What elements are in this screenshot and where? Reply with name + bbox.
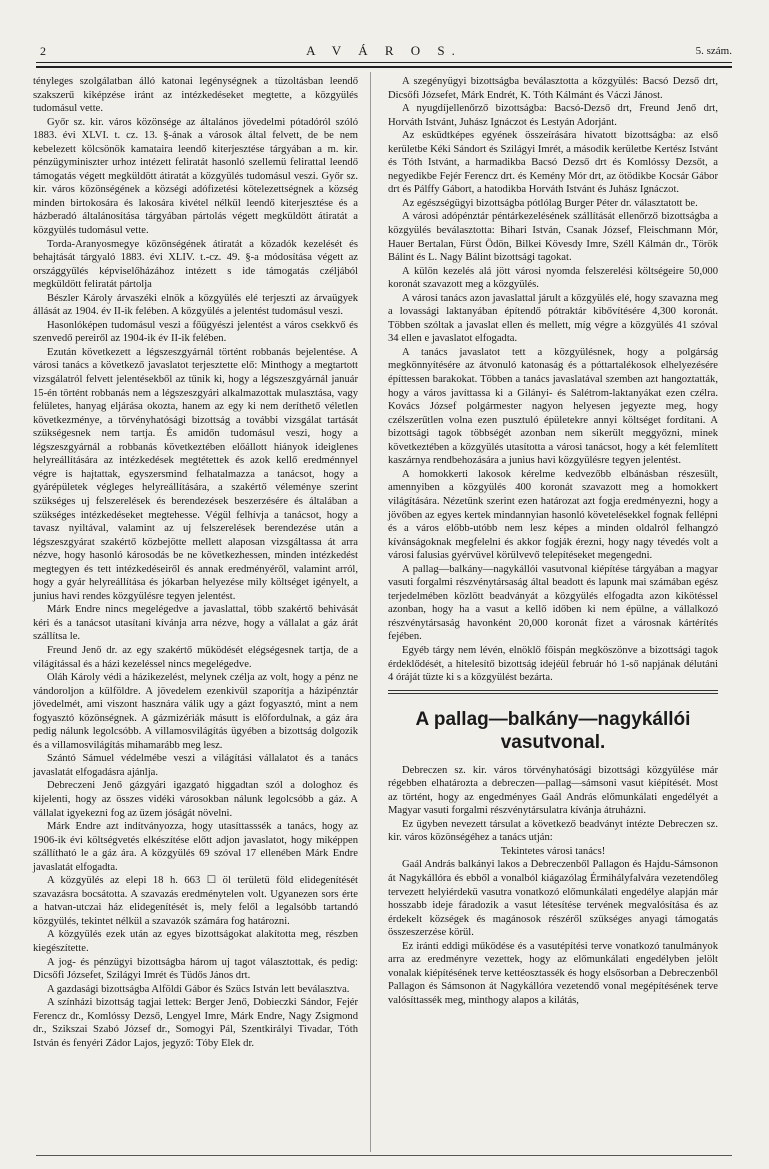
paragraph: A külön kezelés alá jött városi nyomda felszerelési költségeire 50,000 koronát szavazott meg a közgyülés.: [388, 265, 718, 291]
issue-number: 5. szám.: [695, 45, 732, 57]
paragraph: A nyugdíjellenőrző bizottságba: Bacsó-Dezső drt, Freund Jenő drt, Horváth Istvánt, Juhász Ignáczot és Lestyán Adorjánt.: [388, 103, 718, 128]
paragraph: Hasonlóképen tudomásul veszi a főügyészi jelentést a város csekkvő és szenvedő pereiről az 1904-ik év II-ik felében.: [33, 319, 358, 345]
footer-rule: [36, 1155, 732, 1156]
article-heading: A pallag—balkány—nagykállói vasutvonal.: [415, 708, 691, 753]
article-paragraph: Ez iránti eddigi működése és a vasutépítési terve vonatkozó tanulmányok arra az eredményre vezettek, hogy az előmunkálati engedélyben jelölt vonalak kiépítésének terve kettéosztassék és hogy elsősorban a Debreczenből Pallagon és Sámsonon át Nagykállóra vezetendő vonal megépítésének terve valósíttassék meg, minthogy alapos a kilátás,: [388, 940, 718, 1006]
left-column: [33, 75, 358, 1050]
paragraph: A gazdasági bizottságba Alföldi Gábor és Szücs István lett beválasztva.: [47, 983, 350, 995]
paragraph: A szegényügyi bizottságba beválasztotta a közgyülés: Bacsó Dezső drt, Dicsőfi Józsefet, Márk Endrét, K. Tóth Kálmánt és Váczi Jánost.: [388, 76, 718, 101]
page-header: [36, 44, 732, 60]
paragraph: A városi tanács azon javaslattal járult a közgyülés elé, hogy szavazna meg a lovassági laktanyában építendő pótraktár kibővítésére 4,300 koronát. Többen szóltak a javaslat ellen és mellett, míg végre a közgyülés 41 szóval 34 ellen e javaslatot elfogadta.: [388, 292, 718, 345]
article-paragraph: Debreczen sz. kir. város törvényhatósági bizottsági közgyülése már régebben elhatározta a debreczen—pallag—sámsoni vasut kiépítését. Most az történt, hogy az engedményes Gaál András előmunkálati engedélyét a Magyar vasuti forgalmi részvénytársulatra kívánja átruházni.: [388, 764, 718, 817]
paragraph: A színházi bizottság tagjai lettek: Berger Jenő, Dobieczki Sándor, Fejér Ferencz dr., Komlóssy Dezső, Lengyel Imre, Márk Endre, Nagy Zsigmond dr., Szikszai Szabó József dr., Somogyi Pál, Szentkirályi Tivadar, Tóth István és fenyéri Zádor Lajos, jegyző: Tóby Elek dr.: [33, 997, 358, 1049]
paragraph: Az egészségügyi bizottságba pótlólag Burger Péter dr. választatott be.: [402, 197, 698, 209]
paragraph: A városi adópénztár péntárkezelésének szállítását ellenőrző bizottságba a közgyülés beválasztotta: Bihari István, Csanak József, Fleischmann Mór, Hauer Bertalan, Fürst Ödön, Bilkei Kövesdy Imre, Széll Kálmán dr., Török Bálint és L. Nagy Bálint bizottsági tagokat.: [388, 211, 718, 264]
paragraph: A közgyülés az elepi 18 h. 663 ☐ öl területü föld elidegenítését szavazásra bocsátotta. A szavazás eredménytelen volt. Ugyanezen sors érte a hatvan-utczai ház elidegenítését is, mely felől a legalsóbb tartandó közgyülés, tekintet nélkül a szavazók számára fog határozni.: [33, 875, 358, 927]
paragraph: Torda-Aranyosmegye közönségének átiratát a közadók kezelését és behajtását tárgyaló 1883. évi XLIV. t.-cz. 49. §-a módosítása végett az országgyűlés képviselőházához intézett s ide támogatás czéljából megküldött feliratát pártolja: [33, 238, 358, 291]
header-rule: [36, 62, 732, 63]
paragraph: A közgyülés ezek után az egyes bizottságokat alakította meg, részben kiegészítette.: [33, 929, 358, 954]
paragraph: Márk Endre nincs megelégedve a javaslattal, több szakértő behivását kéri és a tanácsot utasítani kívánja arra nézve, hogy a vállalat a gáz árát szállítsa le.: [33, 604, 358, 643]
paragraph: Oláh Károly védi a házikezelést, melynek czélja az volt, hogy a pénz ne vándoroljon a külföldre. A jövedelem ezenkivül szaporítja a házipénztár jövedelmét, ami viszont hasznára válik ugy a gázt fogyasztó, mint a nem fogyasztó közönségnek. A gázmizériák másutt is előfordulnak, a gáz ára pedig nálunk legolcsóbb. A villamosvilágítás ügyében a bizottság dolgozik és a villamosvilágítás mihamarább meg lesz.: [33, 672, 358, 751]
paragraph: Bészler Károly árvaszéki elnök a közgyülés elé terjeszti az árvaügyek állását az 1904. év II-ik felében. A közgyülés a jelentést tudomásul veszi.: [33, 292, 358, 318]
article-paragraph: Gaál András balkányi lakos a Debreczenből Pallagon és Hajdu-Sámsonon át Nagykállóra és ebből a vonalból kiágazólag Érmihályfalvára vezetendőleg tervezett helyiérdekü vasutra vonatkozó előmunkálati engedélye alapján már hosszabb ideje fáradozik a vasut létesítése tervének megvalósítása és az érdekelt községek és magánosok részéről szükséges anyagi támogatás összeszerzése körül.: [388, 859, 718, 939]
header-rule-thick: [36, 66, 732, 68]
article-salutation: Tekintetes városi tanács!: [500, 845, 606, 857]
paragraph: Márk Endre azt indítványozza, hogy utasíttasssék a tanács, hogy az 1906-ik évi költségvetés elkészítése előtt adjon javaslatot, hogy miképpen szállítható le a gáz ára. A közgyülés 69 szóval 17 ellenében Márk Endre javaslatát elfogadta.: [33, 821, 358, 873]
paragraph: Ezután következett a légszeszgyárnál történt robbanás bejelentése. A városi tanács a következő javaslatot terjesztette elő: Minthogy a megtartott vizsgálatról felvett jelentésekből az tűnik ki, hogy a légszeszgyárnál január 15-én történt robbanás nem a légszeszgyári alkalmazottak mulasztása, vagy felületes, hanyag eljárása okozta, hanem az egy ki nem deríthető véletlen következménye, a törvényhatósági bizottság a további vizsgálat tartását szükségesnek nem tartja. És amidőn tudomásul veszi, hogy a légszeszgyárnál a robbanás következtében előállott hiányok ideiglenes helyreállítására az intézkedések megtétettek és azok kellő eredménnyel végre is hajtattak, egyszersmind felhatalmazza a tanácsot, hogy a gyárépületek végleges helyreállítására, a szakértő véleménye szerint szükséges uj felszerelések és berendezések beszerzésére és általában a szükséges intézkedéseket megtehesse. Végül felhívja a tanácsot, hogy a tavasz nyiltával, valamint az uj felszerelések berendezése után a légszeszgyárat szakértő közbejötte mellett alaposan vizsgáltassa át arra nézve, hogy hasonló károsodás be ne következhessen, minden intézkedést megtegyen és tett intézkedéseiről és annak eredményéről, valamint arról, hogy a gyár helyreállítása és jókarban helyezése mily költséget igényelt, a junius havi rendes közgyülésre tegyen jelentést.: [33, 346, 358, 602]
paragraph: A homokkerti lakosok kérelme kedvezőbb elbánásban részesült, amennyiben a közgyülés 400 koronát szavazott meg a homokkert világítására. Nézetünk szerint ezen határozat azt fogja eredményezni, hogy a jövőben az egyes kertek mindannyian hasonló követelésekkel fognak fellépni és a város előbb-utóbb nem lesz képes a minden oldalról felhangzó kívánságoknak megfelelni és akkor fogják érezni, hogy nagy tévedés volt a városi falusias gyérvüvel körülvevő telepítéseket megengedni.: [388, 468, 718, 562]
paragraph: A pallag—balkány—nagykállói vasutvonal kiépítése tárgyában a magyar vasuti forgalmi részvénytársaság által beadott és lapunk mai számában egész terjedelmében közlött beadványát a közgyülés elfogadta azon kikötéssel azonban, hogy ha a vasut a kellő időben ki nem épülne, a vállalkozó részvénytársaság havonként 20,000 koronát fizet a városnak kártérítés fejében.: [388, 563, 718, 643]
paragraph: Egyéb tárgy nem lévén, elnöklő főispán megköszönve a bizottsági tagok érdeklődését, a hitelesítő bizottság idejéül február hó 1-ső napjának délutáni 4 óráját tüzte ki s a közgyülést bezárta.: [388, 644, 718, 684]
column-separator: [370, 72, 371, 1152]
paragraph: Szántó Sámuel védelmébe veszi a világítási vállalatot és a tanács javaslatát elfogadásra ajánlja.: [33, 753, 358, 778]
section-divider: [388, 690, 718, 694]
paragraph: Freund Jenő dr. az egy szakértő müködését elégségesnek tartja, de a világítással és a házi kezeléssel nincs megelégedve.: [33, 644, 358, 670]
paragraph: Debreczeni Jenő gázgyári igazgató higgadtan szól a dologhoz és kijelenti, hogy az összes vidéki városokban nálunk legolcsóbb a gáz. A vállalat igyekezni fog az üzem jóságát növelni.: [33, 780, 358, 819]
paragraph: Győr sz. kir. város közönsége az általános jövedelmi pótadóról szóló 1883. évi XLVI. t. cz. 13. §-ának a városok által felvett, de be nem kebelezett kölcsönök kamataira leendő kiterjesztése tárgyában a m. kir. pénzügyminiszter urhoz intézett feliratát hasonló szellemü felirattal leendő támogatás végett megküldött átiratát a közgyülés tudomásul veszi. Győr sz. kir. város közönségének a községi adófizetési kötelezettségnek a község minden birtokosára és lakosára kivétel nélkül leendő kiterjesztése és a házberadó általánosítása tárgyában pártolás végett megküldött átiratát a közgyülés tudomásul vette.: [33, 116, 358, 237]
article-paragraph: Ez ügyben nevezett társulat a következő beadványt intézte Debreczen sz. kir. város közönségéhez a tanács utján:: [388, 818, 718, 844]
right-column: [388, 75, 718, 1007]
newspaper-title: A V Á R O S.: [306, 43, 462, 58]
paragraph: tényleges szolgálatban álló katonai legénységnek a tüzoltásban leendő szakszerű kiképzése iránt az intézkedéseket megtette, a közgyülés tudomásul vette.: [33, 76, 358, 115]
paragraph: Az esküdtképes egyének összeírására hivatott bizottságba: az első kerületbe Kéki Sándort és Szilágyi Imrét, a második kerületbe Kertész Istvánt és Tóth Istvánt, a harmadikba Bacsó Dezső drt és Komlóssy Dezsőt, a negyedikbe Fejér Ferencz drt. és Kemény Mór drt, az ötödikbe Kocsár Gábor drt és Pálffy Gábort, a hatodikba Horváth Istvánt és Juhász Ignáczot.: [388, 130, 718, 196]
paragraph: A tanács javaslatot tett a közgyülésnek, hogy a polgárság megkönnyítésére az átvonuló katonaság és a póttartalékosok elhelyezésére építtessen barakokat. Többen a tanács javaslatával szemben azt hangoztatták, hogy a város javíttassa ki a Gilányi- és Salétrom-laktanyákat ezen czélra. Kovács József polgármester nagyon helyesen jegyezte meg, hogy czélszerűtlen volna ezen pusztuló épületekre annyi költséget fordítani. A bizottsági tagok többségét azonban nem sikerült meggyőzni, minek következtében a közgyülés utasította a városi tanácsot, hogy a két felemlített kaszárnya rendbehozására a junius havi közgyülésre tegyen jelentést.: [388, 346, 718, 467]
paragraph: A jog- és pénzügyi bizottságba három uj tagot választottak, és pedig: Dicsőfi Józsefet, Szilágyi Imrét és Tüdős János drt.: [33, 956, 358, 982]
page-number: 2: [40, 44, 46, 58]
